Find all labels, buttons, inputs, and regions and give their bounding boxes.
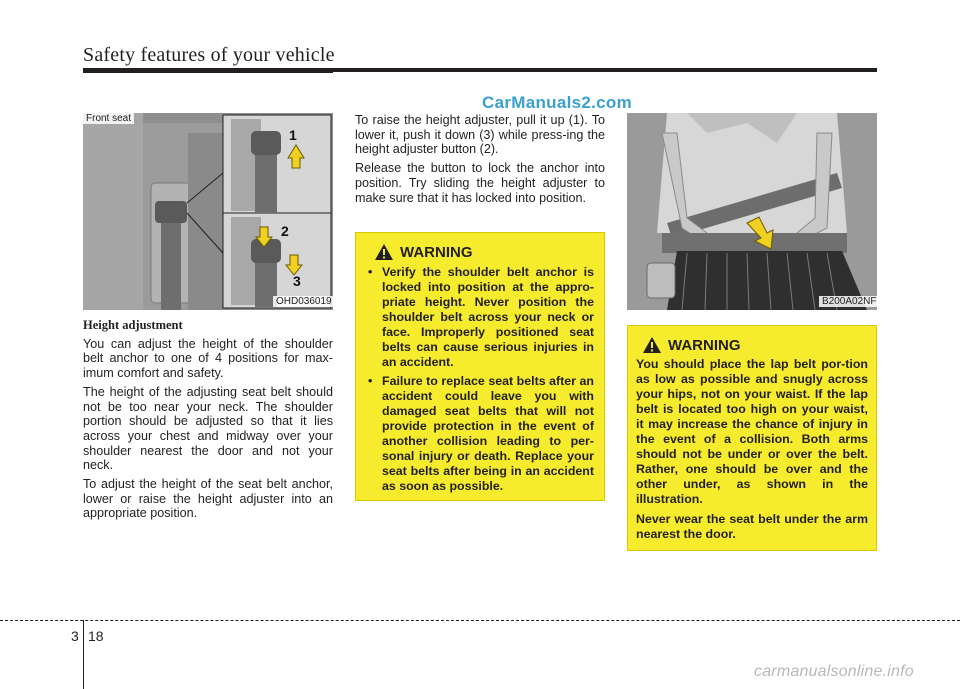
watermark-bottom[interactable]: carmanualsonline.info <box>754 663 914 680</box>
paragraph: The height of the adjusting seat belt should not be too near your neck. The shoulder portion should be adjusted so that it lies across your chest and midway over your shoulder nearest the door and not your neck. <box>83 384 333 473</box>
warning-title <box>374 243 594 261</box>
figure-label-front-seat: Front seat <box>83 113 134 124</box>
warning-box-lap-belt <box>627 325 877 551</box>
warning-title <box>642 336 868 354</box>
middle-column <box>355 113 605 209</box>
paragraph: Release the button to lock the anchor into position. Try sliding the height adjuster to make sure that it has locked into position. <box>355 161 605 205</box>
header-rule-thin <box>83 72 333 73</box>
figure-code-left: OHD036019 <box>273 296 335 307</box>
warning-box-shoulder-belt <box>355 232 605 501</box>
paragraph: To adjust the height of the seat belt anchor, lower or raise the height adjuster into an appropriate position. <box>83 477 333 521</box>
warning-paragraph: Never wear the seat belt under the arm nearest the door. <box>636 512 868 541</box>
warning-body <box>366 265 594 494</box>
callout-3: 3 <box>293 273 301 289</box>
paragraph: To raise the height adjuster, pull it up (1). To lower it, push it down (3) while press-ing the height adjuster button (2). <box>355 113 605 157</box>
subheading-height-adjustment: Height adjustment <box>83 318 183 332</box>
warning-item: • Failure to replace seat belts after an accident could leave you with damaged seat belts that will not provide protection in the event of another collision leading to per-sonal injury or death. Replace your seat belts after being in an accident as soon as possible. <box>366 374 594 494</box>
footer-rule <box>0 620 960 621</box>
warning-item: • Verify the shoulder belt anchor is locked into position at the appro-priate height. Never position the shoulder belt across your neck or face. Improperly positioned seat belts can cause serious injuries in an accident. <box>366 265 594 370</box>
warning-title-text: WARNING <box>668 336 741 354</box>
footer-divider <box>83 620 84 689</box>
warning-triangle-icon <box>642 336 662 354</box>
warning-paragraph: You should place the lap belt por-tion as low as possible and snugly across your hips, not on your waist. If the lap belt is located too high on your waist, it may increase the chance of injury in the event of a collision. Both arms should not be under or over the belt. Rather, one should be over and the other under, as shown in the illustration. <box>636 357 868 506</box>
warning-body <box>636 357 868 542</box>
callout-1: 1 <box>289 127 297 143</box>
callout-2: 2 <box>281 223 289 239</box>
left-column <box>83 318 333 525</box>
figure-height-adjuster <box>83 113 333 310</box>
chapter-number: 3 <box>71 628 79 644</box>
warning-triangle-icon <box>374 243 394 261</box>
lap-belt-illustration <box>627 113 877 310</box>
page-header-title: Safety features of your vehicle <box>83 44 335 66</box>
page-number: 18 <box>88 628 104 644</box>
paragraph: You can adjust the height of the shoulder belt anchor to one of 4 positions for max-imum comfort and safety. <box>83 336 333 381</box>
figure-lap-belt <box>627 113 877 310</box>
watermark-top[interactable]: CarManuals2.com <box>482 93 632 112</box>
warning-title-text: WARNING <box>400 243 473 261</box>
figure-code-right: B200A02NF <box>819 296 879 307</box>
